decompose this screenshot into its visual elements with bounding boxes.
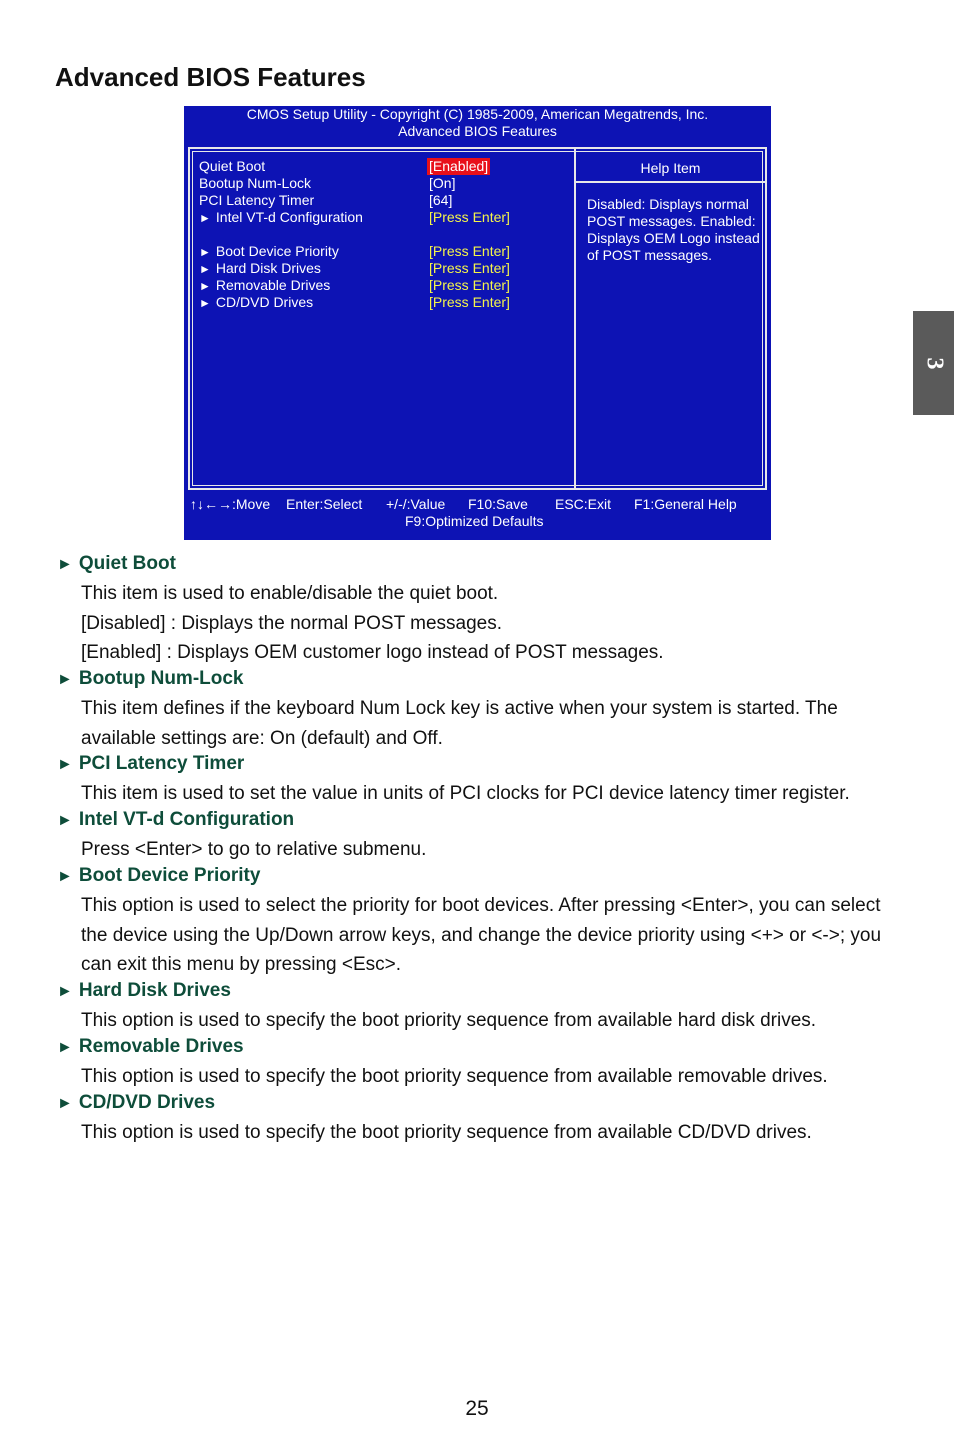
bios-item-removable-drives[interactable] (199, 277, 569, 294)
bios-item-label: Hard Disk Drives (215, 260, 321, 276)
bios-screen-title: Advanced BIOS Features (398, 123, 557, 139)
section-paragraph: [Enabled] : Displays OEM customer logo instead of POST messages. (81, 642, 664, 663)
section-paragraph: This item is used to set the value in units of PCI clocks for PCI device latency timer register. (81, 783, 850, 804)
section-arrow-icon: ► (57, 556, 73, 573)
footer-value: +/-/:Value (386, 496, 446, 512)
footer-select: Enter:Select (286, 496, 363, 512)
bios-item-hard-disk-drives[interactable] (199, 260, 569, 277)
section-paragraph: This item defines if the keyboard Num Lock key is active when your system is started. The available settings are: On (default) and Off. (81, 698, 838, 749)
footer-save: F10:Save (468, 496, 528, 512)
footer-move: ↑↓←→:Move (190, 496, 271, 512)
bios-item-pci-latency-timer[interactable] (199, 192, 569, 209)
bios-item-value[interactable]: [Press Enter] (429, 277, 510, 293)
bios-inner-frame (192, 151, 763, 486)
footer-exit: ESC:Exit (555, 496, 612, 512)
section-paragraph: This option is used to specify the boot priority sequence from available removable drives. (81, 1066, 828, 1087)
bios-divider (574, 149, 576, 488)
bios-item-label: Removable Drives (215, 277, 331, 293)
bios-item-cd-dvd-drives[interactable] (199, 294, 569, 311)
bios-item-value[interactable]: [64] (429, 192, 453, 208)
bios-screen (184, 106, 771, 540)
bios-item-label: CD/DVD Drives (215, 294, 314, 310)
section-arrow-icon: ► (57, 1095, 73, 1112)
bios-item-value[interactable]: [Enabled] (429, 158, 489, 174)
submenu-arrow-icon: ► (199, 296, 211, 310)
bios-item-intel-vtd[interactable] (199, 209, 569, 226)
section-title-quiet-boot: ► Quiet Boot (57, 553, 176, 574)
section-title-pci-latency-timer: ► PCI Latency Timer (57, 753, 245, 774)
section-paragraph: This item is used to enable/disable the quiet boot. (81, 583, 499, 604)
bios-frame (188, 147, 767, 490)
page-title: Advanced BIOS Features (55, 62, 366, 92)
submenu-arrow-icon: ► (199, 211, 211, 225)
bios-item-value[interactable]: [Press Enter] (429, 209, 510, 225)
section-arrow-icon: ► (57, 812, 73, 829)
page-number: 25 (465, 1397, 489, 1420)
section-paragraph: [Disabled] : Displays the normal POST messages. (81, 613, 502, 634)
section-arrow-icon: ► (57, 671, 73, 688)
section-paragraph: This option is used to specify the boot priority sequence from available hard disk drives. (81, 1010, 817, 1031)
submenu-arrow-icon: ► (199, 262, 211, 276)
bios-item-value[interactable]: [Press Enter] (429, 294, 510, 310)
help-separator (576, 181, 765, 183)
section-title-cd-dvd-drives: ► CD/DVD Drives (57, 1092, 216, 1113)
bios-item-value[interactable]: [Press Enter] (429, 260, 510, 276)
section-title-intel-vtd: ► Intel VT-d Configuration (57, 809, 295, 830)
section-arrow-icon: ► (57, 868, 73, 885)
bios-item-label: PCI Latency Timer (199, 192, 315, 208)
bios-item-label: Quiet Boot (199, 158, 266, 174)
bios-item-label: Intel VT-d Configuration (215, 209, 363, 225)
help-text: Disabled: Displays normal POST messages. Enabled: Displays OEM Logo instead of POST messages. (587, 196, 760, 263)
section-paragraph: This option is used to specify the boot priority sequence from available CD/DVD drives. (81, 1122, 812, 1143)
section-title-hard-disk-drives: ► Hard Disk Drives (57, 980, 231, 1001)
bios-item-label: Boot Device Priority (215, 243, 339, 259)
bios-copyright: CMOS Setup Utility - Copyright (C) 1985-2009, American Megatrends, Inc. (246, 106, 709, 122)
section-title-boot-device-priority: ► Boot Device Priority (57, 865, 261, 886)
chapter-tab (913, 311, 954, 415)
bios-item-boot-device-priority[interactable] (199, 243, 569, 260)
section-paragraph: This option is used to select the priority for boot devices. After pressing <Enter>, you can select the device using the Up/Down arrow keys, and change the device priority using <+> or <->; you can exit this menu by pressing <Esc>. (81, 895, 882, 975)
section-arrow-icon: ► (57, 756, 73, 773)
bios-header (184, 106, 771, 140)
footer-defaults: F9:Optimized Defaults (405, 513, 544, 529)
submenu-arrow-icon: ► (199, 245, 211, 259)
bios-item-bootup-num-lock[interactable] (199, 175, 569, 192)
bios-item-label: Bootup Num-Lock (199, 175, 312, 191)
bios-item-quiet-boot[interactable] (199, 158, 569, 175)
section-arrow-icon: ► (57, 1039, 73, 1056)
section-paragraph: Press <Enter> to go to relative submenu. (81, 839, 427, 860)
bios-item-value[interactable]: [Press Enter] (429, 243, 510, 259)
section-title-removable-drives: ► Removable Drives (57, 1036, 244, 1057)
help-item-title: Help Item (640, 160, 701, 176)
section-title-bootup-num-lock: ► Bootup Num-Lock (57, 668, 244, 689)
bios-item-value[interactable]: [On] (429, 175, 456, 191)
footer-help: F1:General Help (634, 496, 737, 512)
submenu-arrow-icon: ► (199, 279, 211, 293)
chapter-number: 3 (921, 357, 947, 369)
section-arrow-icon: ► (57, 983, 73, 1000)
